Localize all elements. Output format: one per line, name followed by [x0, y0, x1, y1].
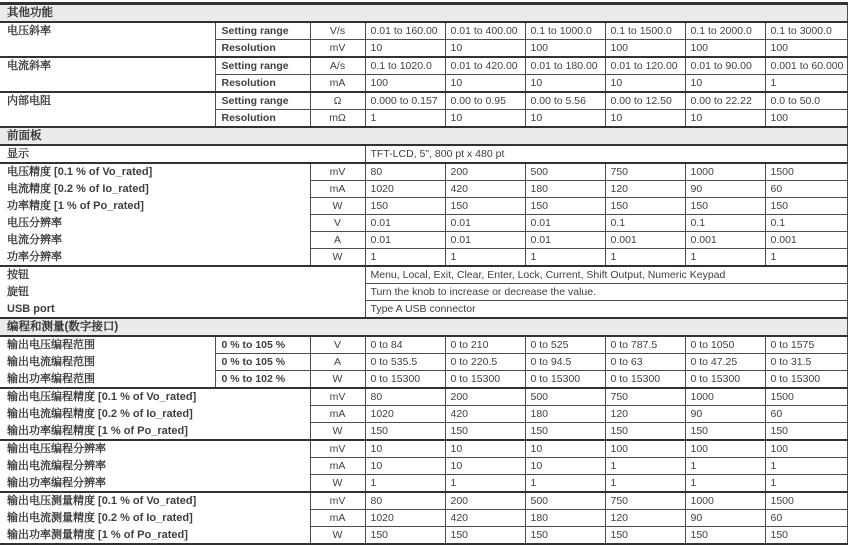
row-label: 功率精度 [1 % of Po_rated]	[0, 198, 310, 215]
unit-cell: mA	[310, 75, 365, 93]
value-cell: 80	[365, 163, 445, 181]
value-cell: 150	[445, 198, 525, 215]
value-cell: 10	[445, 458, 525, 475]
value-cell: 1	[765, 458, 847, 475]
value-cell: 0.01 to 400.00	[445, 22, 525, 40]
row-label: 旋钮	[0, 284, 365, 301]
value-cell: 0.000 to 0.157	[365, 92, 445, 110]
value-cell: 0.01 to 180.00	[525, 57, 605, 75]
row-label: 内部电阻	[0, 92, 215, 110]
unit-cell: A	[310, 354, 365, 371]
section-header-row	[0, 127, 847, 145]
row-label: USB port	[0, 301, 365, 319]
spec-row	[0, 354, 847, 371]
row-label: 按钮	[0, 266, 365, 284]
value-cell: 120	[605, 406, 685, 423]
spec-row	[0, 249, 847, 267]
spec-row	[0, 475, 847, 493]
value-cell: 0 to 84	[365, 336, 445, 354]
value-cell: 0 to 535.5	[365, 354, 445, 371]
value-cell: 150	[525, 198, 605, 215]
spec-table-body	[0, 4, 847, 545]
value-cell: 150	[525, 423, 605, 441]
section-header-row	[0, 4, 847, 23]
value-cell: 1	[605, 249, 685, 267]
value-cell: 0 to 63	[605, 354, 685, 371]
value-cell: 150	[685, 423, 765, 441]
value-cell: 0.1 to 1020.0	[365, 57, 445, 75]
value-cell: 10	[445, 440, 525, 458]
value-cell: 500	[525, 492, 605, 510]
spec-table	[0, 2, 848, 545]
value-cell: 0.01	[445, 232, 525, 249]
spec-row	[0, 423, 847, 441]
value-cell: 0.00 to 12.50	[605, 92, 685, 110]
value-cell: 200	[445, 492, 525, 510]
value-cell: Turn the knob to increase or decrease the value.	[365, 284, 847, 301]
value-cell: 0.1 to 1000.0	[525, 22, 605, 40]
spec-row	[0, 284, 847, 301]
value-cell: 200	[445, 163, 525, 181]
unit-cell: mA	[310, 458, 365, 475]
value-cell: 1	[445, 475, 525, 493]
row-label: 输出电压编程范围	[0, 336, 215, 354]
value-cell: 150	[765, 527, 847, 545]
value-cell: 150	[365, 423, 445, 441]
spec-row	[0, 510, 847, 527]
spec-row	[0, 215, 847, 232]
value-cell: 150	[765, 423, 847, 441]
unit-cell: W	[310, 198, 365, 215]
value-cell: 0.001 to 60.000	[765, 57, 847, 75]
value-cell: 0.01	[445, 215, 525, 232]
unit-cell: mA	[310, 510, 365, 527]
value-cell: 0.01 to 420.00	[445, 57, 525, 75]
value-cell: 100	[605, 440, 685, 458]
value-cell: 0.1 to 1500.0	[605, 22, 685, 40]
value-cell: 60	[765, 181, 847, 198]
value-cell: 0 to 1575	[765, 336, 847, 354]
row-label: 输出功率编程范围	[0, 371, 215, 389]
unit-cell: mV	[310, 492, 365, 510]
spec-row	[0, 527, 847, 545]
value-cell: 150	[605, 198, 685, 215]
spec-row	[0, 458, 847, 475]
value-cell: 150	[365, 198, 445, 215]
value-cell: 0.00 to 5.56	[525, 92, 605, 110]
value-cell: 500	[525, 163, 605, 181]
row-label	[0, 110, 215, 128]
value-cell: 60	[765, 510, 847, 527]
value-cell: 10	[445, 75, 525, 93]
value-cell: 10	[605, 110, 685, 128]
row-label: 输出电流编程精度 [0.2 % of Io_rated]	[0, 406, 310, 423]
value-cell: 90	[685, 406, 765, 423]
value-cell: 1020	[365, 510, 445, 527]
row-label: 输出功率编程分辨率	[0, 475, 310, 493]
value-cell: 1	[365, 110, 445, 128]
value-cell: 10	[525, 458, 605, 475]
value-cell: 0.01	[365, 232, 445, 249]
value-cell: 0.01 to 120.00	[605, 57, 685, 75]
section-title: 其他功能	[0, 4, 847, 23]
row-label	[0, 40, 215, 58]
value-cell: TFT-LCD, 5", 800 pt x 480 pt	[365, 145, 847, 163]
spec-row	[0, 57, 847, 75]
value-cell: 100	[685, 40, 765, 58]
row-label: 显示	[0, 145, 365, 163]
value-cell: 1	[765, 475, 847, 493]
row-label: 电流斜率	[0, 57, 215, 75]
value-cell: 0.0 to 50.0	[765, 92, 847, 110]
spec-row	[0, 371, 847, 389]
unit-cell: W	[310, 371, 365, 389]
value-cell: 10	[445, 40, 525, 58]
value-cell: 1	[525, 249, 605, 267]
value-cell: 100	[765, 110, 847, 128]
unit-cell: W	[310, 249, 365, 267]
value-cell: 1	[365, 475, 445, 493]
unit-cell: mV	[310, 440, 365, 458]
value-cell: 180	[525, 510, 605, 527]
value-cell: 0 to 15300	[445, 371, 525, 389]
value-cell: 0 to 15300	[605, 371, 685, 389]
value-cell: 10	[445, 110, 525, 128]
value-cell: 150	[445, 423, 525, 441]
value-cell: 150	[605, 423, 685, 441]
value-cell: 10	[685, 75, 765, 93]
value-cell: 80	[365, 492, 445, 510]
value-cell: 0 to 15300	[525, 371, 605, 389]
unit-cell: mA	[310, 181, 365, 198]
spec-row	[0, 22, 847, 40]
section-title: 前面板	[0, 127, 847, 145]
spec-row	[0, 492, 847, 510]
value-cell: 10	[525, 440, 605, 458]
value-cell: 100	[765, 40, 847, 58]
value-cell: 150	[685, 198, 765, 215]
unit-cell: Ω	[310, 92, 365, 110]
unit-cell: mV	[310, 40, 365, 58]
value-cell: 750	[605, 492, 685, 510]
spec-row	[0, 336, 847, 354]
unit-cell: mA	[310, 406, 365, 423]
row-label: 输出功率测量精度 [1 % of Po_rated]	[0, 527, 310, 545]
value-cell: 180	[525, 406, 605, 423]
row-label: 电流精度 [0.2 % of Io_rated]	[0, 181, 310, 198]
value-cell: 0.01	[525, 232, 605, 249]
value-cell: 10	[605, 75, 685, 93]
value-cell: 0.1 to 3000.0	[765, 22, 847, 40]
value-cell: 10	[365, 40, 445, 58]
value-cell: 150	[685, 527, 765, 545]
row-label: 输出功率编程精度 [1 % of Po_rated]	[0, 423, 310, 441]
unit-cell: A	[310, 232, 365, 249]
value-cell: 1	[685, 475, 765, 493]
value-cell: 150	[525, 527, 605, 545]
value-cell: 1000	[685, 492, 765, 510]
value-cell: 1500	[765, 163, 847, 181]
spec-row	[0, 181, 847, 198]
unit-cell: V/s	[310, 22, 365, 40]
value-cell: 0.001	[685, 232, 765, 249]
unit-cell: W	[310, 423, 365, 441]
sub-label: Resolution	[215, 75, 310, 93]
spec-row	[0, 301, 847, 319]
value-cell: 100	[685, 440, 765, 458]
value-cell: 90	[685, 181, 765, 198]
sub-label: Setting range	[215, 92, 310, 110]
value-cell: 1	[685, 249, 765, 267]
unit-cell: mΩ	[310, 110, 365, 128]
value-cell: 1020	[365, 406, 445, 423]
row-label: 电压分辨率	[0, 215, 310, 232]
spec-row	[0, 198, 847, 215]
value-cell: 500	[525, 388, 605, 406]
value-cell: 0.01 to 160.00	[365, 22, 445, 40]
value-cell: 0.00 to 0.95	[445, 92, 525, 110]
value-cell: 0 to 47.25	[685, 354, 765, 371]
unit-cell: mV	[310, 163, 365, 181]
row-label: 输出电流编程范围	[0, 354, 215, 371]
value-cell: Type A USB connector	[365, 301, 847, 319]
value-cell: 0.1	[765, 215, 847, 232]
value-cell: 10	[525, 75, 605, 93]
spec-row	[0, 388, 847, 406]
value-cell: 0 to 787.5	[605, 336, 685, 354]
value-cell: 1	[605, 458, 685, 475]
value-cell: 10	[685, 110, 765, 128]
value-cell: 0.1 to 2000.0	[685, 22, 765, 40]
value-cell: 10	[365, 458, 445, 475]
row-label: 电流分辨率	[0, 232, 310, 249]
value-cell: 0 to 210	[445, 336, 525, 354]
value-cell: 1000	[685, 388, 765, 406]
spec-row	[0, 406, 847, 423]
value-cell: 420	[445, 406, 525, 423]
sub-label: 0 % to 105 %	[215, 354, 310, 371]
spec-row	[0, 440, 847, 458]
spec-row	[0, 266, 847, 284]
spec-row	[0, 232, 847, 249]
spec-row	[0, 145, 847, 163]
unit-cell: V	[310, 215, 365, 232]
row-label: 输出电压测量精度 [0.1 % of Vo_rated]	[0, 492, 310, 510]
unit-cell: A/s	[310, 57, 365, 75]
value-cell: 0.01 to 90.00	[685, 57, 765, 75]
row-label: 输出电流测量精度 [0.2 % of Io_rated]	[0, 510, 310, 527]
value-cell: 0 to 94.5	[525, 354, 605, 371]
value-cell: 100	[765, 440, 847, 458]
value-cell: 750	[605, 163, 685, 181]
value-cell: 1	[445, 249, 525, 267]
value-cell: 0.00 to 22.22	[685, 92, 765, 110]
sub-label: Setting range	[215, 57, 310, 75]
value-cell: 100	[605, 40, 685, 58]
row-label: 功率分辨率	[0, 249, 310, 267]
row-label	[0, 75, 215, 93]
unit-cell: W	[310, 527, 365, 545]
value-cell: 1	[525, 475, 605, 493]
row-label: 输出电流编程分辨率	[0, 458, 310, 475]
spec-row	[0, 163, 847, 181]
value-cell: 0.1	[605, 215, 685, 232]
value-cell: 150	[605, 527, 685, 545]
spec-row	[0, 110, 847, 128]
sub-label: Setting range	[215, 22, 310, 40]
spec-row	[0, 40, 847, 58]
value-cell: 1000	[685, 163, 765, 181]
value-cell: 1	[685, 458, 765, 475]
row-label: 输出电压编程精度 [0.1 % of Vo_rated]	[0, 388, 310, 406]
value-cell: 1500	[765, 388, 847, 406]
value-cell: 0.001	[765, 232, 847, 249]
unit-cell: W	[310, 475, 365, 493]
value-cell: 0.01	[525, 215, 605, 232]
value-cell: 0 to 15300	[765, 371, 847, 389]
sub-label: 0 % to 105 %	[215, 336, 310, 354]
value-cell: 0 to 220.5	[445, 354, 525, 371]
row-label: 输出电压编程分辨率	[0, 440, 310, 458]
value-cell: 100	[525, 40, 605, 58]
value-cell: 10	[365, 440, 445, 458]
value-cell: 0 to 1050	[685, 336, 765, 354]
spec-row	[0, 92, 847, 110]
unit-cell: V	[310, 336, 365, 354]
value-cell: 1500	[765, 492, 847, 510]
value-cell: 1020	[365, 181, 445, 198]
value-cell: 0 to 15300	[365, 371, 445, 389]
value-cell: 1	[365, 249, 445, 267]
sub-label: Resolution	[215, 40, 310, 58]
value-cell: 60	[765, 406, 847, 423]
value-cell: 200	[445, 388, 525, 406]
sub-label: 0 % to 102 %	[215, 371, 310, 389]
section-title: 编程和测量(数字接口)	[0, 318, 847, 336]
value-cell: 420	[445, 181, 525, 198]
value-cell: 1	[765, 75, 847, 93]
value-cell: 420	[445, 510, 525, 527]
value-cell: 0.01	[365, 215, 445, 232]
value-cell: 150	[445, 527, 525, 545]
row-label: 电压精度 [0.1 % of Vo_rated]	[0, 163, 310, 181]
value-cell: 1	[765, 249, 847, 267]
value-cell: Menu, Local, Exit, Clear, Enter, Lock, Current, Shift Output, Numeric Keypad	[365, 266, 847, 284]
value-cell: 0.1	[685, 215, 765, 232]
value-cell: 0 to 31.5	[765, 354, 847, 371]
value-cell: 80	[365, 388, 445, 406]
value-cell: 150	[765, 198, 847, 215]
value-cell: 750	[605, 388, 685, 406]
value-cell: 100	[365, 75, 445, 93]
value-cell: 180	[525, 181, 605, 198]
value-cell: 0.001	[605, 232, 685, 249]
unit-cell: mV	[310, 388, 365, 406]
value-cell: 10	[525, 110, 605, 128]
value-cell: 120	[605, 181, 685, 198]
value-cell: 0 to 15300	[685, 371, 765, 389]
value-cell: 90	[685, 510, 765, 527]
value-cell: 150	[365, 527, 445, 545]
row-label: 电压斜率	[0, 22, 215, 40]
value-cell: 0 to 525	[525, 336, 605, 354]
spec-row	[0, 75, 847, 93]
value-cell: 1	[605, 475, 685, 493]
sub-label: Resolution	[215, 110, 310, 128]
value-cell: 120	[605, 510, 685, 527]
section-header-row	[0, 318, 847, 336]
